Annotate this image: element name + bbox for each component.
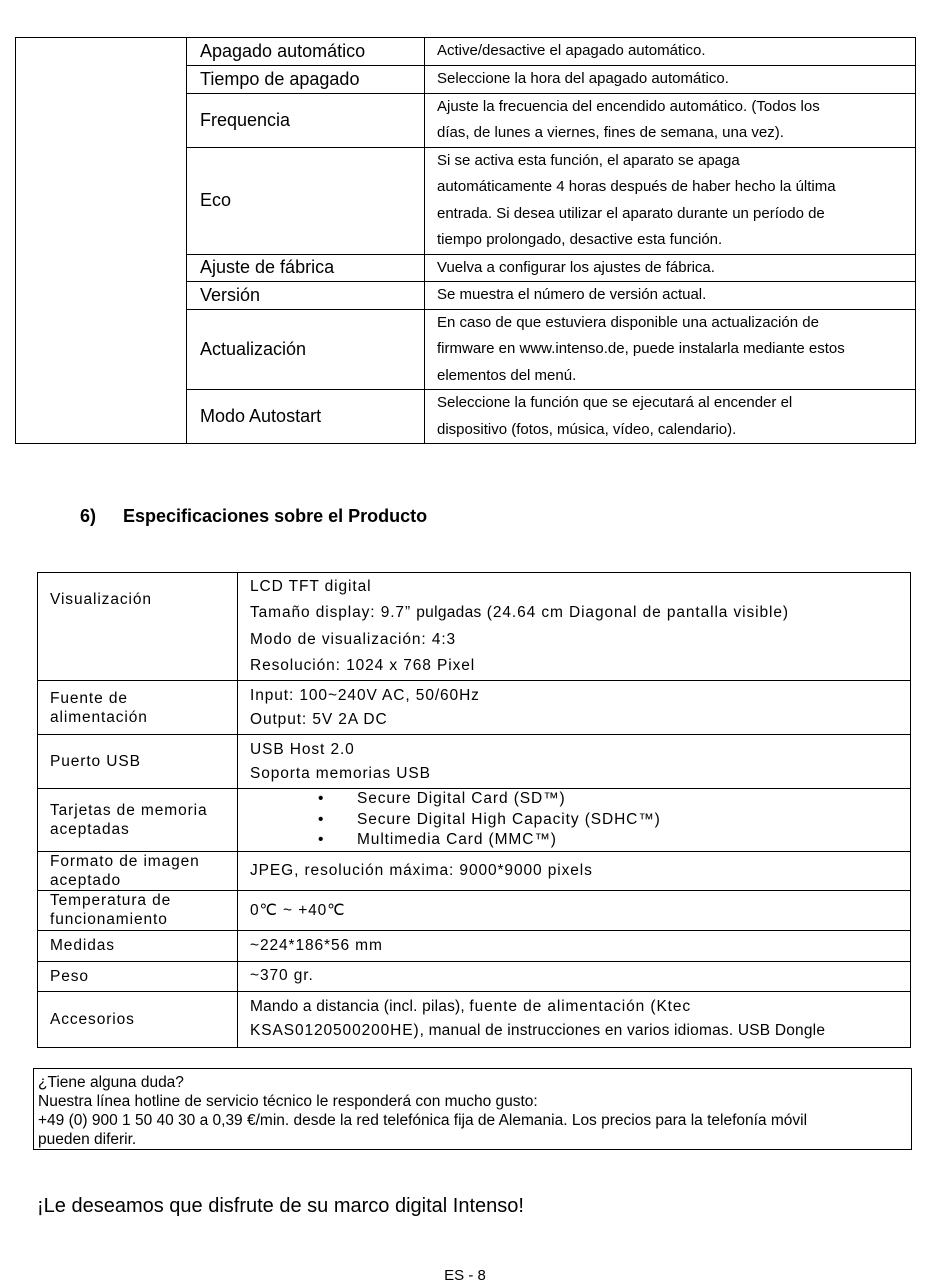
spec-label (38, 851, 238, 890)
spec-label-text: Puerto USB (50, 753, 141, 770)
settings-blank-cell (16, 38, 187, 444)
setting-desc (425, 66, 916, 94)
section-number: 6) (80, 506, 97, 526)
setting-desc-line: automáticamente 4 horas después de haber hecho la última (437, 178, 836, 195)
card-list-item (238, 830, 910, 851)
spec-label-text: Formato de imagen (50, 852, 200, 870)
setting-desc (425, 282, 916, 310)
setting-desc-line: tiempo prolongado, desactive esta función. (437, 231, 723, 248)
setting-desc-line: En caso de que estuviera disponible una actualización de (437, 313, 819, 331)
settings-row (16, 38, 916, 66)
spec-row-size (38, 930, 911, 961)
spec-row-image-format (38, 851, 911, 890)
spec-label-text: Fuente de (50, 689, 128, 707)
spec-value (238, 890, 911, 930)
spec-value-part: fuente de alimentación (Ktec (469, 998, 692, 1015)
setting-name: Apagado automático (187, 38, 425, 66)
spec-value (238, 681, 911, 735)
spec-label-text: Temperatura de (50, 892, 172, 909)
spec-value (238, 789, 911, 852)
spec-value-part: (24.64 cm Diagonal de pantalla visible) (481, 604, 789, 621)
spec-value-line: Resolución: 1024 x 768 Pixel (250, 657, 476, 674)
setting-desc (425, 38, 916, 66)
hotline-line: Nuestra línea hotline de servicio técnico le responderá con mucho gusto: (38, 1093, 538, 1110)
setting-name: Versión (187, 282, 425, 310)
spec-value-line: Input: 100~240V AC, 50/60Hz (250, 686, 480, 704)
spec-value-part: KSAS0120500200HE) (250, 1022, 420, 1039)
spec-row-memory-cards (38, 789, 911, 852)
spec-value-line: USB Host 2.0 (250, 740, 355, 758)
spec-row-usb (38, 735, 911, 789)
hotline-line: pueden diferir. (38, 1131, 137, 1148)
spec-label (38, 991, 238, 1047)
hotline-box (33, 1068, 912, 1150)
setting-desc-line: Ajuste la frecuencia del encendido automático. (Todos los (437, 97, 820, 115)
spec-row-temperature (38, 890, 911, 930)
spec-value-part: Mando a distancia (incl. pilas), (250, 998, 470, 1015)
setting-name: Tiempo de apagado (187, 66, 425, 94)
spec-value-part: pulgadas (416, 604, 482, 621)
setting-desc-line: dispositivo (fotos, música, vídeo, calendario). (437, 420, 737, 438)
section-title: Especificaciones sobre el Producto (123, 506, 428, 526)
spec-value-line: ~224*186*56 mm (250, 936, 383, 954)
spec-value-line: JPEG, resolución máxima: 9000*9000 pixels (250, 861, 593, 879)
spec-label (38, 930, 238, 961)
spec-label-text: alimentación (50, 708, 148, 726)
settings-table (15, 37, 916, 444)
setting-name: Ajuste de fábrica (187, 254, 425, 282)
spec-label-text: funcionamiento (50, 911, 168, 928)
hotline-line: +49 (0) 900 1 50 40 30 a 0,39 €/min. desde la red telefónica fija de Alemania. Los precios para la telefonía móvil (38, 1112, 808, 1129)
setting-desc-line: entrada. Si desea utilizar el aparato durante un período de (437, 204, 825, 222)
spec-label-text: Visualización (50, 591, 152, 608)
setting-desc-line: elementos del menú. (437, 366, 577, 384)
card-list-text: Secure Digital Card (SD™) (357, 790, 566, 807)
spec-value-line: Soporta memorias USB (250, 764, 431, 782)
card-list-item (238, 810, 910, 831)
closing-message: ¡Le deseamos que disfrute de su marco digital Intenso! (37, 1195, 524, 1217)
spec-label-text: Accesorios (50, 1010, 135, 1028)
spec-value-line (250, 600, 898, 627)
setting-name: Modo Autostart (187, 390, 425, 444)
spec-value-line: 0℃ ~ +40℃ (250, 901, 346, 919)
spec-row-accessories (38, 991, 911, 1047)
setting-desc-line: firmware en www.intenso.de, puede instalarla mediante estos (437, 340, 845, 357)
spec-value-line: Modo de visualización: 4:3 (250, 630, 457, 648)
spec-label (38, 961, 238, 991)
setting-desc (425, 147, 916, 254)
setting-desc-line: Vuelva a configurar los ajustes de fábrica. (437, 258, 715, 276)
spec-label (38, 890, 238, 930)
spec-label (38, 573, 238, 681)
spec-label (38, 681, 238, 735)
spec-value-line (250, 995, 898, 1019)
setting-desc-line: Se muestra el número de versión actual. (437, 286, 707, 303)
setting-desc-line: Active/desactive el apagado automático. (437, 42, 706, 60)
spec-value-line: LCD TFT digital (250, 577, 372, 595)
spec-row-display (38, 573, 911, 681)
card-list (238, 789, 910, 851)
specs-table (37, 572, 911, 1048)
setting-desc (425, 254, 916, 282)
spec-row-power (38, 681, 911, 735)
spec-value-line: Output: 5V 2A DC (250, 710, 388, 728)
spec-value (238, 851, 911, 890)
spec-label (38, 735, 238, 789)
setting-desc-line: Si se activa esta función, el aparato se apaga (437, 151, 740, 169)
setting-desc-line: Seleccione la función que se ejecutará al encender el (437, 394, 793, 411)
spec-value (238, 930, 911, 961)
setting-desc (425, 390, 916, 444)
setting-desc (425, 93, 916, 147)
spec-value (238, 573, 911, 681)
card-list-text: Secure Digital High Capacity (SDHC™) (357, 810, 661, 828)
spec-label-text: Medidas (50, 937, 115, 954)
spec-value (238, 991, 911, 1047)
spec-label-text: Peso (50, 967, 89, 985)
card-list-text: Multimedia Card (MMC™) (357, 831, 557, 848)
spec-value (238, 961, 911, 991)
setting-name: Frequencia (187, 93, 425, 147)
spec-value-part: , manual de instrucciones en varios idiomas. USB Dongle (419, 1022, 826, 1039)
hotline-line: ¿Tiene alguna duda? (38, 1074, 184, 1091)
setting-desc-line: Seleccione la hora del apagado automático. (437, 70, 729, 87)
spec-value-part: Tamaño display: 9.7” (250, 604, 417, 621)
card-list-item (238, 789, 910, 810)
spec-value-line: ~370 gr. (250, 967, 314, 984)
spec-label (38, 789, 238, 852)
page-number: ES - 8 (444, 1267, 486, 1284)
spec-label-text: aceptado (50, 871, 121, 889)
spec-value (238, 735, 911, 789)
spec-label-text: aceptadas (50, 820, 130, 838)
spec-label-text: Tarjetas de memoria (50, 801, 208, 819)
spec-value-line (250, 1019, 898, 1043)
setting-name: Eco (187, 147, 425, 254)
spec-row-weight (38, 961, 911, 991)
section-heading (80, 506, 427, 527)
setting-desc (425, 309, 916, 390)
setting-name: Actualización (187, 309, 425, 390)
setting-desc-line: días, de lunes a viernes, fines de semana, una vez). (437, 124, 784, 141)
